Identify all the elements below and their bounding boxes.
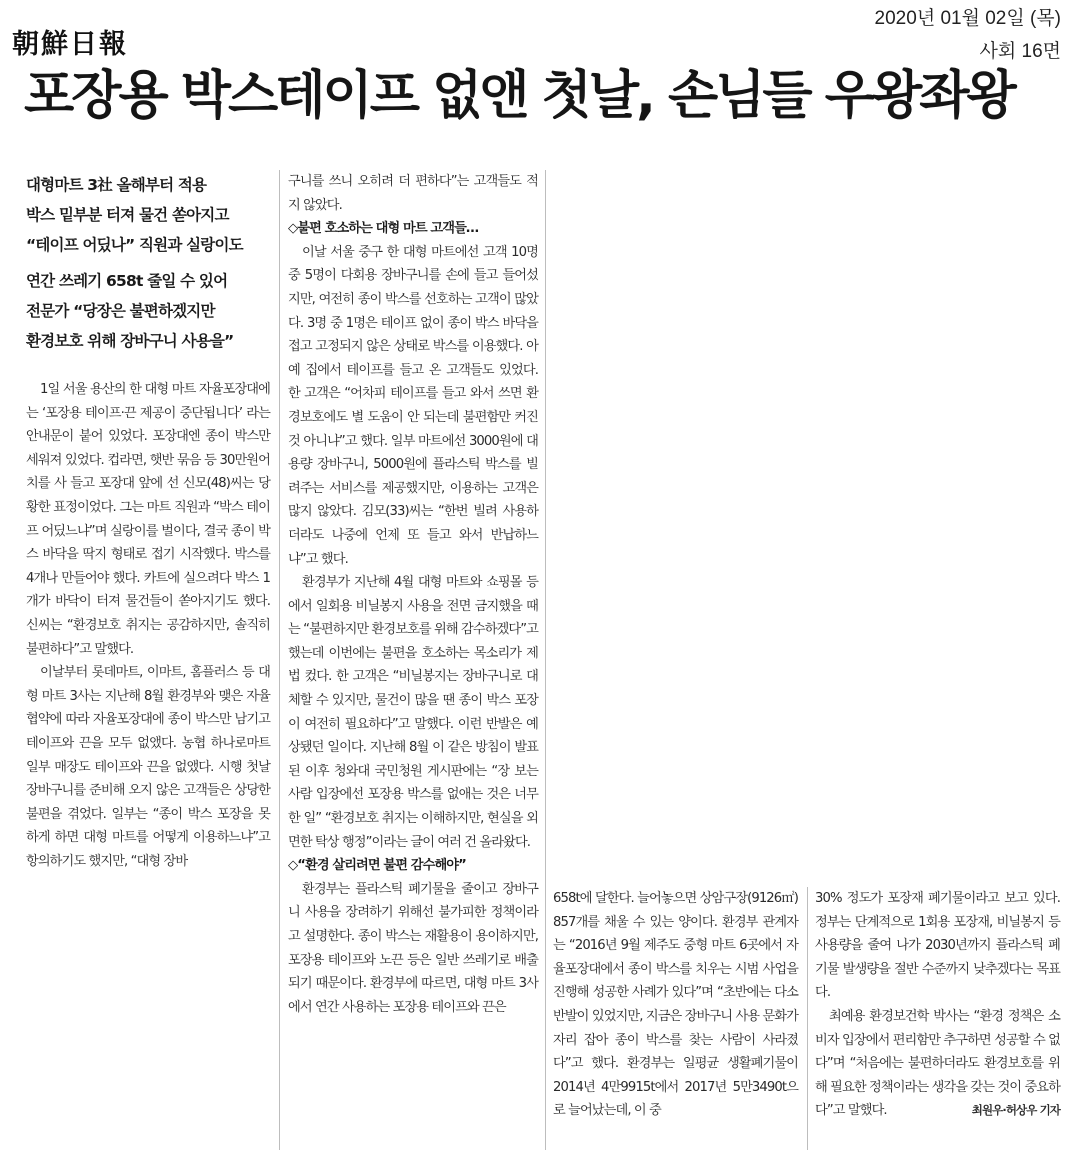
article-headline: 포장용 박스테이프 없앤 첫날, 손님들 우왕좌왕 [24,66,1014,126]
article-column-4 [815,887,1060,1123]
section-page: 사회 16면 [979,41,1061,62]
column-divider [279,170,280,1150]
newspaper-masthead: 朝鮮日報 [12,29,128,60]
subheadline-group-1 [26,170,278,260]
subheadline-line: “테이프 어딨나” 직원과 실랑이도 [26,236,243,254]
paragraph: 환경부가 지난해 4월 대형 마트와 쇼핑몰 등에서 일회용 비닐봉지 사용을 전면 금지했을 때는 “불편하지만 환경보호를 위해 감수하겠다”고 했는데 이번에는 불편을 호소하는 목소리가 제법 컸다. 한 고객은 “비닐봉지는 장바구니로 대체할 수 있지만, 물건이 많을 땐 종이 박스 포장이 여전히 필요하다”고 말했다. 이런 반발은 예상됐던 일이다. 지난해 8월 이 같은 방침이 발표된 이후 청와대 국민청원 게시판에는 “장 보는 사람 입장에선 포장용 박스를 없애는 것은 너무한 일” “환경보호 취지는 이해하지만, 현실을 외면한 탁상 행정”이라는 글이 여러 건 올라왔다. [288,575,538,850]
article-column-1 [26,378,270,873]
section-subheading: ◇불편 호소하는 대형 마트 고객들… [288,221,479,237]
subheadline-line: 환경보호 위해 장바구니 사용을” [26,332,234,350]
subheadline-line: 박스 밑부분 터져 물건 쏟아지고 [26,206,229,224]
paragraph: 이날 서울 중구 한 대형 마트에선 고객 10명 중 5명이 다회용 장바구니를 손에 들고 들어섰지만, 여전히 종이 박스를 선호하는 고객이 많았다. 3명 중 1명은 테이프 없이 종이 박스 바닥을 접고 고정되지 않은 상태로 박스를 이용했다. 아예 집에서 테이프를 들고 온 고객들도 있었다. 한 고객은 “어차피 테이프를 들고 와서 쓰면 환경보호에도 별 도움이 안 되는데 불편함만 커진 것 아니냐”고 했다. 일부 마트에선 3000원에 대용량 장바구니, 5000원에 플라스틱 박스를 빌려주는 서비스를 제공했지만, 이용하는 고객은 많지 않았다. 김모(33)씨는 “한번 빌려 사용하더라도 나중에 언제 또 들고 와서 반납하느냐”고 했다. [288,244,538,567]
paragraph-text: 최예용 환경보건학 박사는 “환경 정책은 소비자 입장에서 편리함만 추구하면 성공할 수 없다”며 “처음에는 불편하더라도 환경보호를 위해 필요한 정책이라는 생각을 갖는 것이 중요하다”고 말했다. [815,1008,1060,1119]
column-divider [807,887,808,1150]
subheadline-group-2 [26,266,278,356]
paragraph [815,1005,1060,1123]
paragraph: 환경부는 플라스틱 폐기물을 줄이고 장바구니 사용을 장려하기 위해선 불가피한 정책이라고 설명한다. 종이 박스는 재활용이 용이하지만, 포장용 테이프와 노끈 등은 일반 쓰레기로 배출되기 때문이다. 환경부에 따르면, 대형 마트 3사에서 연간 사용하는 포장용 테이프와 끈은 [288,881,538,1015]
paragraph: 30% 정도가 포장재 폐기물이라고 보고 있다. 정부는 단계적으로 1회용 포장재, 비닐봉지 등 사용량을 줄여 나가 2030년까지 플라스틱 폐기물 발생량을 절반 수준까지 낮추겠다는 목표다. [815,891,1060,1001]
reporter-byline: 최원우·허상우 기자 [971,1103,1060,1118]
section-subheading: ◇“환경 살리려면 불편 감수해야” [288,858,466,874]
column-divider [545,170,546,1150]
paragraph: 1일 서울 용산의 한 대형 마트 자율포장대에는 ‘포장용 테이프·끈 제공이 중단됩니다’ 라는 안내문이 붙어 있었다. 포장대엔 종이 박스만 세워져 있었다. 컵라면, 햇반 묶음 등 30만원어치를 사 들고 포장대 앞에 선 신모(48)씨는 당황한 표정이었다. 그는 마트 직원과 “박스 테이프 어딨느냐”며 실랑이를 벌이다, 결국 종이 박스 바닥을 딱지 형태로 접기 시작했다. 박스를 4개나 만들어야 했다. 카트에 실으려다 박스 1개가 바닥이 터져 물건들이 쏟아지기도 했다. 신씨는 “환경보호 취지는 공감하지만, 솔직히 불편하다”고 말했다. [26,382,270,657]
article-column-3 [553,887,798,1123]
subheadline-line: 대형마트 3社 올해부터 적용 [26,176,207,194]
publication-date: 2020년 01월 02일 (목) [874,8,1061,29]
article-column-2 [288,170,538,1019]
paragraph: 이날부터 롯데마트, 이마트, 홈플러스 등 대형 마트 3사는 지난해 8월 환경부와 맺은 자율협약에 따라 자율포장대에 종이 박스만 남기고 테이프와 끈을 모두 없앴다. 농협 하나로마트 일부 매장도 테이프와 끈을 없앴다. 시행 첫날 장바구니를 준비해 오지 않은 고객들은 상당한 불편을 겪었다. 일부는 “종이 박스 포장을 못 하게 하면 대형 마트를 어떻게 이용하느냐”고 항의하기도 했지만, “대형 장바 [26,665,270,869]
subheadline-line: 전문가 “당장은 불편하겠지만 [26,302,215,320]
subheadline-line: 연간 쓰레기 658t 줄일 수 있어 [26,272,228,290]
paragraph: 658t에 달한다. 늘어놓으면 상암구장(9126㎡) 857개를 채울 수 있는 양이다. 환경부 관계자는 “2016년 9월 제주도 중형 마트 6곳에서 자율포장대에서 종이 박스를 치우는 시범 사업을 진행해 성공한 사례가 있다”며 “초반에는 다소 반발이 있었지만, 지금은 장바구니 사용 문화가 자리 잡아 종이 박스를 찾는 사람이 사라졌다”고 했다. 환경부는 일평균 생활폐기물이 2014년 4만9915t에서 2017년 5만3490t으로 늘어났는데, 이 중 [553,891,798,1119]
paragraph: 구니를 쓰니 오히려 더 편하다”는 고객들도 적지 않았다. [288,174,538,213]
